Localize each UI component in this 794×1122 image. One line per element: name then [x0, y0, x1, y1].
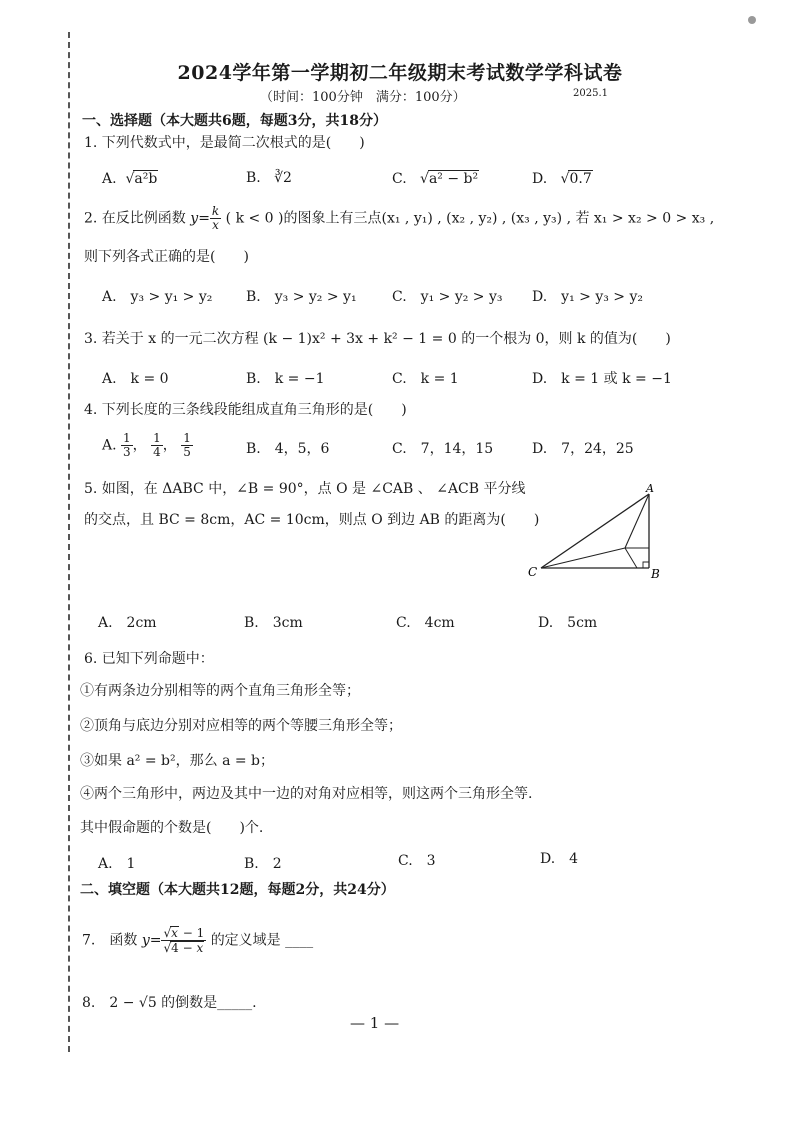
q6-proposition-3: ③如果 a² = b²，那么 a = b； — [80, 753, 275, 769]
q4-option-a: A. $\frac{1}{3}$ ， $\frac{1}{4}$ ， $\frac{1}{5}$ — [102, 431, 191, 459]
q6-option-d: D. 4 — [540, 851, 579, 867]
q2-stem-post: ( k < 0 )的图象上有三点(x₁ , y₁) , (x₂ , y₂) , (x₃ , y₃) , 若 x₁ > x₂ > 0 > x₃ , — [225, 210, 715, 227]
q5-option-c: C. 4cm — [396, 615, 455, 631]
q3-option-c: C. k = 1 — [392, 371, 459, 387]
q4-frac-1: $\frac{1}{3}$ — [123, 431, 131, 459]
q4-option-c: C. 7，14，15 — [392, 441, 494, 457]
q6-option-b: B. 2 — [244, 856, 282, 872]
q7-stem: 7. 函数 y= $\frac{√x - 1}{√4 - x}$ 的定义域是 ____ — [82, 926, 314, 955]
q3-stem: 3. 若关于 x 的一元二次方程 (k − 1)x² + 3x + k² − 1 = 0 的一个根为 0，则 k 的值为( ) — [84, 331, 671, 347]
q1-d-expr: 0.7 — [569, 171, 592, 187]
q6-option-a: A. 1 — [98, 856, 136, 872]
q1-a-label: A. — [102, 171, 117, 187]
q4-a-label: A. — [102, 437, 117, 454]
q2-stem-pre: 2. 在反比例函数 — [84, 210, 186, 227]
q2-stem: 2. 在反比例函数 y= $\frac{k}{x}$ ( k < 0 )的图象上有三点(x₁ , y₁) , (x₂ , y₂) , (x₃ , y₃) , 若 x₁ > x₂ > 0 > x₃ , — [84, 204, 715, 232]
q2-option-c: C. y₁ > y₂ > y₃ — [392, 289, 503, 305]
q3-option-a: A. k = 0 — [102, 371, 169, 387]
q1-a-expr: a²b — [134, 171, 158, 187]
q6-question: 其中假命题的个数是( )个. — [80, 820, 264, 836]
vertex-a-label: A — [646, 482, 654, 495]
q1-option-a: A. √a²b — [102, 171, 158, 187]
right-angle-mark — [643, 562, 649, 568]
q4-frac-3: $\frac{1}{5}$ — [183, 431, 191, 459]
q4-option-b: B. 4，5，6 — [246, 441, 330, 457]
section-2-heading: 二、填空题（本大题共12题，每题2分，共24分） — [80, 882, 395, 898]
q4-frac-2: $\frac{1}{4}$ — [153, 431, 161, 459]
q7-post: 的定义域是 ____ — [210, 932, 314, 949]
triangle-figure — [525, 482, 675, 582]
q1-option-d: D. √0.7 — [532, 171, 592, 187]
bisector-c — [541, 548, 625, 568]
q3-option-b: B. k = −1 — [246, 371, 325, 387]
q7-fraction: $\frac{√x - 1}{√4 - x}$ — [163, 926, 205, 955]
q2-option-d: D. y₁ > y₃ > y₂ — [532, 289, 644, 305]
q5-stem-line2: 的交点，且 BC = 8cm，AC = 10cm，则点 O 到边 AB 的距离为( ) — [84, 512, 540, 528]
vertex-c-label: C — [528, 565, 538, 579]
q2-fraction: $\frac{k}{x}$ — [211, 204, 220, 232]
q6-proposition-1: ①有两条边分别相等的两个直角三角形全等； — [80, 683, 360, 699]
vertex-b-label: B — [651, 567, 660, 581]
q6-option-c: C. 3 — [398, 853, 436, 869]
q6-proposition-2: ②顶角与底边分别对应相等的两个等腰三角形全等； — [80, 718, 402, 734]
q5-option-d: D. 5cm — [538, 615, 598, 631]
corner-dot — [748, 16, 756, 24]
q5-option-a: A. 2cm — [98, 615, 157, 631]
q6-stem: 6. 已知下列命题中： — [84, 651, 214, 667]
q1-b-label: B. — [246, 170, 261, 186]
q1-c-label: C. — [392, 171, 407, 187]
section-1-heading: 一、选择题（本大题共6题，每题3分，共18分） — [82, 113, 387, 129]
q2-option-a: A. y₃ > y₁ > y₂ — [102, 289, 213, 305]
page-number: — 1 — — [350, 1014, 400, 1032]
exam-title: 2024学年第一学期初二年级期末考试数学学科试卷 — [177, 62, 623, 84]
exam-subtitle: （时间：100分钟 满分：100分） — [260, 90, 466, 105]
q1-option-c: C. √a² − b² — [392, 171, 479, 187]
q5-option-b: B. 3cm — [244, 615, 303, 631]
q2-stem-line2: 则下列各式正确的是( ) — [84, 249, 249, 265]
segment-o-bc — [625, 548, 637, 568]
q1-stem: 1. 下列代数式中，是最简二次根式的是( ) — [84, 135, 365, 151]
binding-dashed-line — [68, 32, 70, 1052]
q3-option-d: D. k = 1 或 k = −1 — [532, 371, 672, 387]
q4-stem: 4. 下列长度的三条线段能组成直角三角形的是( ) — [84, 402, 407, 418]
q4-option-d: D. 7，24，25 — [532, 441, 634, 457]
q1-d-label: D. — [532, 171, 548, 187]
q6-proposition-4: ④两个三角形中，两边及其中一边的对角对应相等，则这两个三角形全等. — [80, 786, 533, 802]
q5-stem-line1: 5. 如图，在 ΔABC 中，∠B = 90°，点 O 是 ∠CAB 、 ∠ACB 平分线 — [84, 481, 526, 497]
q7-pre: 7. 函数 — [82, 932, 138, 949]
exam-date: 2025.1 — [573, 88, 608, 99]
q1-option-b — [246, 170, 292, 186]
q8-stem: 8. 2 − √5 的倒数是_____. — [82, 995, 257, 1011]
q1-b-expr: ∛2 — [274, 170, 292, 186]
q1-c-expr: a² − b² — [428, 171, 479, 187]
q2-option-b: B. y₃ > y₂ > y₁ — [246, 289, 357, 305]
